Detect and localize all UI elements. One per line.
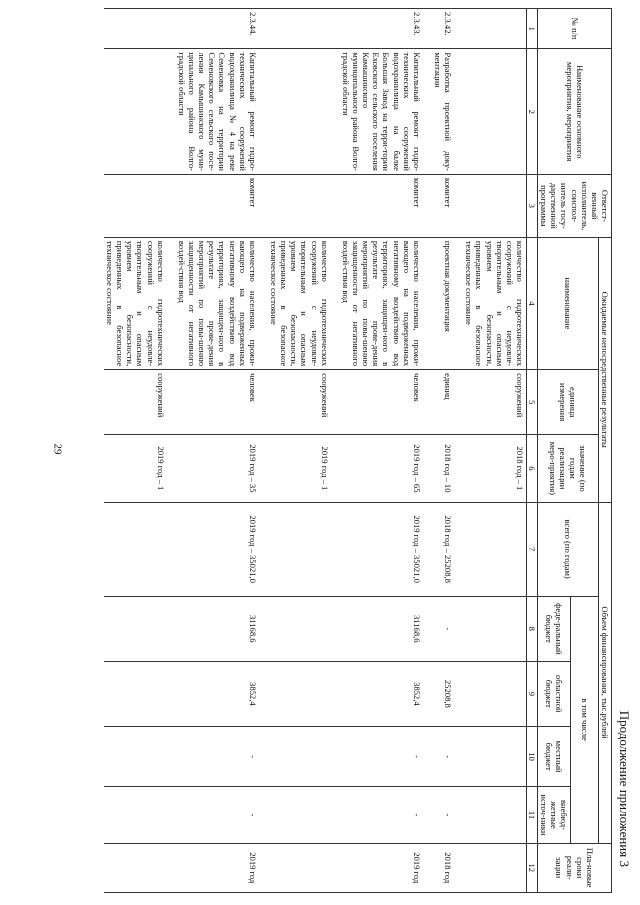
row-deadline: 2019 год	[176, 843, 268, 892]
row-deadline: 2018 год	[432, 843, 463, 892]
col-number: 12	[527, 843, 538, 892]
row-result-name: количество населения, прожи-вающего на подверженных негативному воздействию вод территориях, защищен-ного в результате прове-дения мероприятий по повы-шению защищенности от негативного воздей-ствия вод	[176, 237, 268, 369]
row-num	[104, 9, 176, 49]
row-result-value: 2019 год – 35	[176, 435, 268, 502]
col-number: 2	[527, 49, 538, 175]
page-number: 29	[51, 443, 64, 455]
row-executor: комитет	[432, 175, 463, 238]
row-num	[463, 9, 526, 49]
row-fin-offbudget	[268, 787, 340, 843]
row-result-name: количество гидротехнических сооружений с неудовле-творительным и опасным уровнем безопасности, приведенных в безопасное техническое состояние	[268, 237, 340, 369]
header-fin-total: всего (по годам)	[538, 502, 599, 596]
header-fin-including: в том числе	[571, 596, 598, 843]
row-fin-total	[104, 502, 176, 596]
header-executor: Ответст-венный исполнитель, соиспол-нитель госу-дарственной программы	[538, 175, 612, 238]
header-result-unit: единица измерения	[538, 370, 599, 435]
row-deadline	[268, 843, 340, 892]
row-fin-regional: 25208,8	[432, 661, 463, 726]
row-result-value: 2019 год – 1	[268, 435, 340, 502]
row-fin-regional	[463, 661, 526, 726]
table-row	[104, 9, 176, 893]
row-result-unit: человек	[176, 370, 268, 435]
row-fin-federal	[463, 596, 526, 661]
row-fin-regional: 3852,4	[340, 661, 432, 726]
col-number: 7	[527, 502, 538, 596]
row-result-name: количество населения, прожи-вающего на подверженных негативному воздействию вод территориях, защищен-ного в результате прове-дения мероприятий по повы-шению защищенности от негативного воздей-ствия вод	[340, 237, 432, 369]
table-row	[268, 9, 340, 893]
appendix-label: Продолжение приложения 3	[617, 710, 632, 867]
header-fin-offbudget: внебюд-жетные источ-ники	[538, 787, 571, 843]
row-fin-total: 2019 год – 35021,0	[340, 502, 432, 596]
col-number: 1	[527, 9, 538, 49]
row-result-name: проектная документация	[432, 237, 463, 369]
row-fin-local	[463, 726, 526, 787]
row-deadline	[104, 843, 176, 892]
row-fin-total: 2019 год – 35021,0	[176, 502, 268, 596]
header-fin-regional: областной бюджет	[538, 661, 571, 726]
row-fin-offbudget	[463, 787, 526, 843]
row-fin-regional	[104, 661, 176, 726]
row-fin-federal: 31168,6	[340, 596, 432, 661]
row-fin-local	[104, 726, 176, 787]
row-result-value: 2019 год – 1	[104, 435, 176, 502]
col-number: 5	[527, 370, 538, 435]
header-name: Наименование основного мероприятия, мероприятия	[538, 49, 612, 175]
row-fin-total	[463, 502, 526, 596]
row-deadline	[463, 843, 526, 892]
col-number: 4	[527, 237, 538, 369]
row-activity-name: Капитальный ремонт гидро-технических сооружений водохранилища на балке Большая Завод на терри-тории Еховского сельского поселения Камышинского муниципального района Волго-градской области	[340, 49, 432, 175]
row-result-value: 2018 год – 10	[432, 435, 463, 502]
col-number: 10	[527, 726, 538, 787]
row-fin-local: -	[340, 726, 432, 787]
row-executor: комитет	[340, 175, 432, 238]
row-fin-regional	[268, 661, 340, 726]
row-activity-name: Капитальный ремонт гидро-технических сооружений водохранилища № 4 на реке Семеновка на территории Семеновского сельского посе-ления Камышинского муни-ципального района Волго-градской области	[176, 49, 268, 175]
row-activity-name	[104, 49, 176, 175]
header-fin-local: местный бюджет	[538, 726, 571, 787]
row-fin-local: -	[432, 726, 463, 787]
header-result-value: значение (по годам реализации меро-приятия)	[538, 435, 599, 502]
row-executor: комитет	[176, 175, 268, 238]
row-fin-offbudget: -	[432, 787, 463, 843]
header-num: № п/п	[538, 9, 612, 49]
header-fin-federal: феде-ральный бюджет	[538, 596, 571, 661]
row-fin-federal: -	[432, 596, 463, 661]
row-fin-total: 2018 год – 25208,8	[432, 502, 463, 596]
row-executor	[268, 175, 340, 238]
row-deadline: 2019 год	[340, 843, 432, 892]
table-row	[432, 9, 463, 893]
row-fin-local: -	[176, 726, 268, 787]
row-result-unit: единиц	[432, 370, 463, 435]
row-fin-federal	[268, 596, 340, 661]
header-result-name: наименование	[538, 237, 599, 369]
row-num: 2.3.42.	[432, 9, 463, 49]
row-fin-local	[268, 726, 340, 787]
row-result-value: 2018 год – 1	[463, 435, 526, 502]
row-fin-regional: 3852,4	[176, 661, 268, 726]
row-result-unit: человек	[340, 370, 432, 435]
table-row	[176, 9, 268, 893]
row-executor	[104, 175, 176, 238]
col-number: 9	[527, 661, 538, 726]
column-number-row	[527, 9, 538, 893]
header-results-group: Ожидаемые непосредственные результаты	[598, 237, 611, 502]
row-activity-name: Разработка проектной доку-ментации	[432, 49, 463, 175]
row-fin-federal: 31168,6	[176, 596, 268, 661]
table-row	[340, 9, 432, 893]
row-fin-federal	[104, 596, 176, 661]
financing-table	[104, 8, 612, 893]
row-result-unit: сооружений	[463, 370, 526, 435]
col-number: 6	[527, 435, 538, 502]
row-activity-name	[463, 49, 526, 175]
row-num	[268, 9, 340, 49]
table-header	[527, 9, 612, 893]
row-num: 2.3.44.	[176, 9, 268, 49]
row-fin-offbudget: -	[176, 787, 268, 843]
row-fin-total	[268, 502, 340, 596]
row-fin-offbudget	[104, 787, 176, 843]
col-number: 3	[527, 175, 538, 238]
header-deadline: Пла-новые сроки реали-зации	[538, 843, 612, 892]
row-result-name: количество гидротехнических сооружений с неудовле-творительным и опасным уровнем безопасности, приведенных в безопасное техническое состояние	[104, 237, 176, 369]
row-result-unit: сооружений	[268, 370, 340, 435]
row-result-name: количество гидротехнических сооружений с неудовле-творительным и опасным уровнем безопасности, приведенных в безопасное техническое состояние	[463, 237, 526, 369]
row-result-unit: сооружений	[104, 370, 176, 435]
col-number: 8	[527, 596, 538, 661]
row-num: 2.3.43.	[340, 9, 432, 49]
table-row	[463, 9, 526, 893]
row-activity-name	[268, 49, 340, 175]
row-executor	[463, 175, 526, 238]
row-result-value: 2019 год – 65	[340, 435, 432, 502]
table-body	[104, 9, 527, 893]
row-fin-offbudget: -	[340, 787, 432, 843]
col-number: 11	[527, 787, 538, 843]
header-financing-group: Объем финансирования, тыс.рублей	[598, 502, 611, 843]
